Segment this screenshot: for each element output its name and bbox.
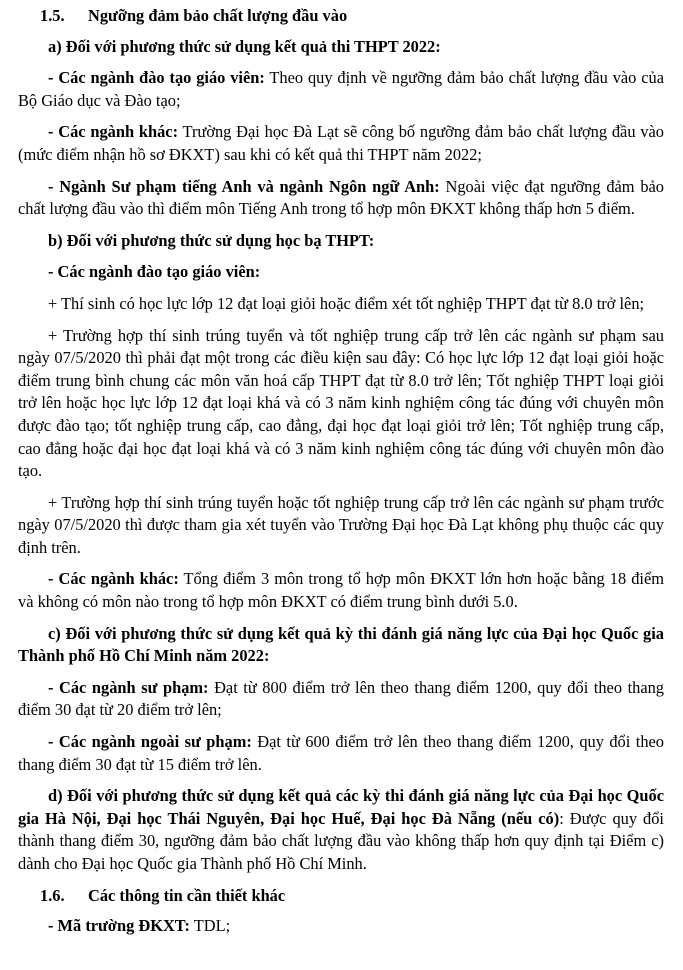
part-a-heading: a) Đối với phương thức sử dụng kết quả thi THPT 2022: (48, 36, 441, 56)
section-title: Ngưỡng đảm bảo chất lượng đầu vào (88, 6, 348, 25)
part-b-bullet-1: + Thí sinh có học lực lớp 12 đạt loại giỏi hoặc điểm xét tốt nghiệp THPT đạt từ 8.0 trở lên; (48, 293, 645, 313)
part-a-item-teacher (18, 67, 664, 112)
section-number: 1.5. (40, 6, 65, 25)
part-b-heading: b) Đối với phương thức sử dụng học bạ THPT: (48, 230, 375, 250)
section-1-5-heading (18, 5, 664, 28)
part-b-item-other (18, 568, 664, 613)
item-label: - Các ngành đào tạo giáo viên: (48, 68, 265, 88)
item-label: - Ngành Sư phạm tiếng Anh và ngành Ngôn ngữ Anh: (48, 176, 440, 196)
part-b-bullet-3: + Trường hợp thí sinh trúng tuyển hoặc tốt nghiệp trung cấp trở lên các ngành sư phạm trước ngày 07/5/2020 thì được tham gia xét tuyển vào Trường Đại học Đà Lạt không phụ thuộc các quy định trên. (18, 492, 664, 557)
part-d-paragraph (18, 785, 664, 875)
item-text: TDL; (189, 916, 231, 936)
school-code-line (18, 915, 664, 938)
item-label: - Các ngành khác: (48, 569, 179, 589)
item-label: - Các ngành sư phạm: (48, 677, 209, 697)
item-text: Tổng điểm 3 môn trong tổ hợp môn ĐKXT lớn hơn hoặc bằng 18 điểm và không có môn nào trong tổ hợp môn ĐKXT có điểm trung bình dưới 5.0. (18, 569, 664, 612)
part-c-heading: c) Đối với phương thức sử dụng kết quả kỳ thi đánh giá năng lực của Đại học Quốc gia Thành phố Hồ Chí Minh năm 2022: (18, 623, 664, 666)
part-b-teacher-label: - Các ngành đào tạo giáo viên: (48, 262, 261, 282)
item-text: Đạt từ 600 điểm trở lên theo thang điểm 1200, quy đổi theo thang điểm 30 đạt từ 15 điểm trở lên. (18, 732, 664, 774)
part-a-item-other (18, 121, 664, 166)
item-label: - Mã trường ĐKXT: (48, 916, 190, 936)
section-1-6-heading (18, 885, 664, 908)
part-d-heading: d) Đối với phương thức sử dụng kết quả các kỳ thi đánh giá năng lực của Đại học Quốc gia Hà Nội, Đại học Thái Nguyên, Đại học Huế, Đại học Đà Nẵng (nếu có) (18, 786, 664, 828)
part-d-text: : Được quy đổi thành thang điểm 30, ngưỡng đảm bảo chất lượng đầu vào không thấp hơn quy định tại Điểm c) dành cho Đại học Quốc gia Thành phố Hồ Chí Minh. (18, 808, 664, 873)
section-title: Các thông tin cần thiết khác (88, 885, 286, 905)
part-c-item-pedagogy (18, 677, 664, 722)
item-text: Trường Đại học Đà Lạt sẽ công bố ngưỡng đảm bảo chất lượng đầu vào (mức điểm nhận hồ sơ ĐKXT) sau khi có kết quả thi THPT năm 2022; (18, 122, 664, 164)
part-a-item-english (18, 176, 664, 221)
item-text: Ngoài việc đạt ngưỡng đảm bảo chất lượng đầu vào thì điểm môn Tiếng Anh trong tổ hợp môn ĐKXT không thấp hơn 5 điểm. (18, 176, 664, 219)
part-b-bullet-2: + Trường hợp thí sinh trúng tuyển và tốt nghiệp trung cấp trở lên các ngành sư phạm sau ngày 07/5/2020 thì phải đạt một trong các điều kiện sau đây: Có học lực lớp 12 đạt loại giỏi hoặc điểm trung bình chung các môn văn hoá cấp THPT đạt từ 8.0 trở lên; Tốt nghiệp THPT loại giỏi trở lên hoặc học lực lớp 12 đạt loại khá và có 3 năm kinh nghiệm công tác đúng với chuyên môn được đào tạo; tốt nghiệp trung cấp, cao đẳng, đại học đạt loại giỏi trở lên; Tốt nghiệp trung cấp, cao đẳng hoặc đại học đạt loại khá và có 3 năm kinh nghiệm công tác đúng với chuyên môn đào tạo. (18, 325, 664, 481)
item-label: - Các ngành ngoài sư phạm: (48, 732, 252, 752)
item-text: Theo quy định về ngưỡng đảm bảo chất lượng đầu vào của Bộ Giáo dục và Đào tạo; (18, 68, 664, 110)
item-label: - Các ngành khác: (48, 122, 179, 142)
item-text: Đạt từ 800 điểm trở lên theo thang điểm 1200, quy đổi theo thang điểm 30 đạt từ 20 điểm trở lên; (18, 677, 665, 720)
section-number: 1.6. (40, 885, 65, 905)
part-c-item-non-pedagogy (18, 731, 664, 776)
